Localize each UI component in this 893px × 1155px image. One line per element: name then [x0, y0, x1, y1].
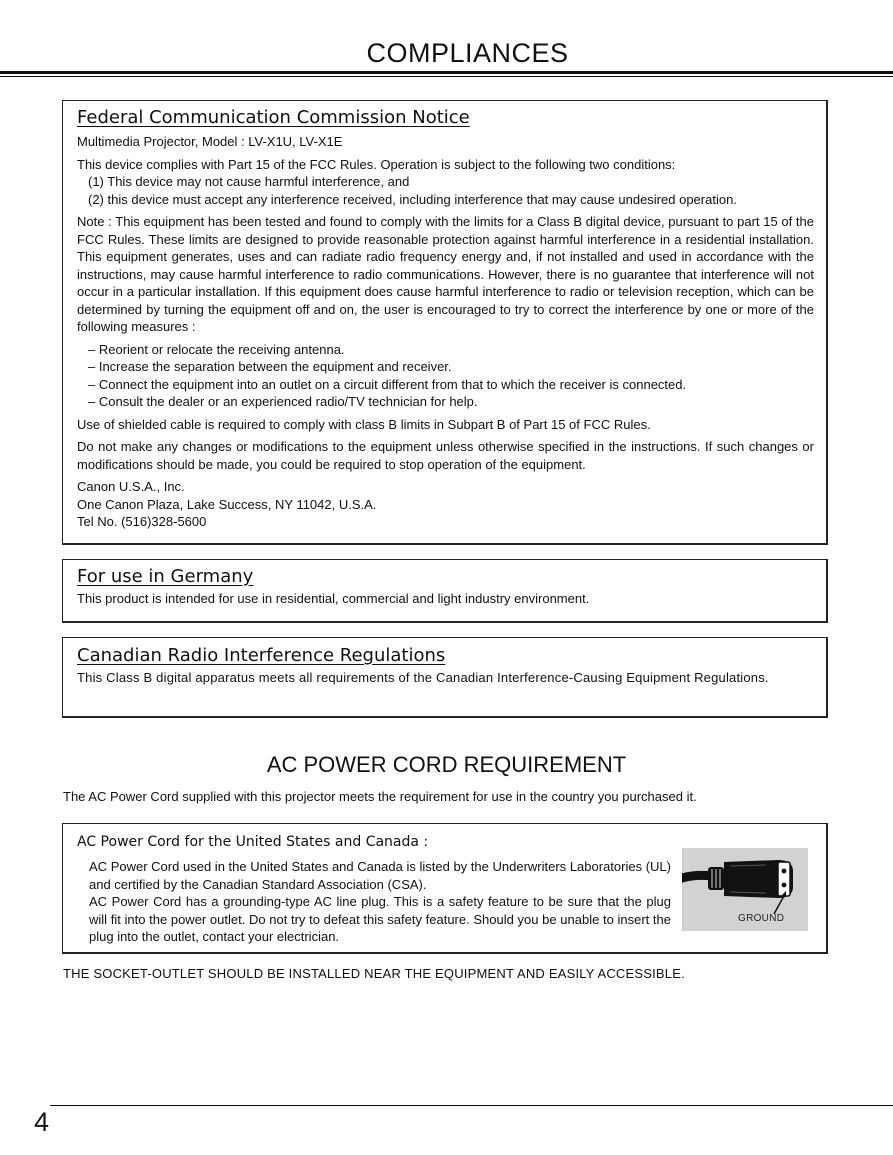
fcc-notice-box [62, 100, 828, 545]
grounded-plug-icon [682, 848, 808, 931]
germany-box [62, 559, 828, 623]
ac-section-title: AC POWER CORD REQUIREMENT [266, 752, 627, 777]
fcc-measure: – Connect the equipment into an outlet on a circuit different from that to which the receiver is connected. [88, 376, 687, 392]
ground-label: GROUND [738, 913, 785, 924]
page-number: 4 [34, 1107, 50, 1137]
fcc-model: Multimedia Projector, Model : LV-X1U, LV-X1E [77, 134, 343, 149]
fcc-intro: This device complies with Part 15 of the FCC Rules. Operation is subject to the following two conditions: [77, 156, 676, 172]
fcc-address: One Canon Plaza, Lake Success, NY 11042, U.S.A. [77, 496, 377, 512]
canada-heading: Canadian Radio Interference Regulations [77, 645, 446, 666]
title-rule-thick [0, 71, 893, 74]
fcc-company: Canon U.S.A., Inc. [77, 479, 185, 494]
ac-cord-box [62, 823, 828, 954]
ac-para-2: AC Power Cord has a grounding-type AC line plug. This is a safety feature to be sure that the plug will fit into the power outlet. Do not try to defeat this safety feature. Should you be unable to insert the plug into the outlet, contact your electrician. [89, 894, 671, 944]
ac-box-heading: AC Power Cord for the United States and Canada : [77, 834, 429, 850]
fcc-tel: Tel No. (516)328-5600 [77, 514, 207, 529]
page-title: COMPLIANCES [366, 38, 569, 68]
fcc-heading: Federal Communication Commission Notice [77, 107, 470, 128]
canada-text: This Class B digital apparatus meets all requirements of the Canadian Interference-Causing Equipment Regulations. [77, 670, 769, 685]
canada-box [62, 637, 828, 718]
germany-heading: For use in Germany [77, 566, 254, 587]
fcc-condition-1: (1) This device may not cause harmful interference, and [88, 174, 410, 189]
fcc-condition-2: (2) this device must accept any interference received, including interference that may cause undesired operation. [88, 191, 737, 207]
germany-text: This product is intended for use in residential, commercial and light industry environment. [77, 591, 590, 606]
fcc-modifications: Do not make any changes or modifications to the equipment unless otherwise specified in the instructions. If such changes or modifications should be made, you could be required to stop operation of the equipment. [77, 439, 814, 472]
title-rule-thin [0, 76, 893, 77]
ac-para-1: AC Power Cord used in the United States and Canada is listed by the Underwriters Laboratories (UL) and certified by the Canadian Standard Association (CSA). [89, 859, 671, 892]
fcc-measure: – Increase the separation between the equipment and receiver. [88, 359, 452, 374]
fcc-shielded-cable: Use of shielded cable is required to comply with class B limits in Subpart B of Part 15 of FCC Rules. [77, 416, 651, 432]
fcc-measure: – Reorient or relocate the receiving antenna. [88, 341, 345, 357]
ac-intro: The AC Power Cord supplied with this projector meets the requirement for use in the country you purchased it. [63, 789, 697, 804]
socket-outlet-note: THE SOCKET-OUTLET SHOULD BE INSTALLED NEAR THE EQUIPMENT AND EASILY ACCESSIBLE. [63, 966, 685, 981]
footer-rule [50, 1105, 893, 1106]
fcc-measure: – Consult the dealer or an experienced radio/TV technician for help. [88, 394, 478, 409]
fcc-note: Note : This equipment has been tested and found to comply with the limits for a Class B digital device, pursuant to part 15 of the FCC Rules. These limits are designed to provide reasonable protection against harmful interference in a residential installation. This equipment generates, uses and can radiate radio frequency energy and, if not installed and used in accordance with the instructions, may cause harmful interference to radio communications. However, there is no guarantee that interference will not occur in a particular installation. If this equipment does cause harmful interference to radio or television reception, which can be determined by turning the equipment off and on, the user is encouraged to try to correct the interference by one or more of the following measures : [77, 214, 814, 334]
